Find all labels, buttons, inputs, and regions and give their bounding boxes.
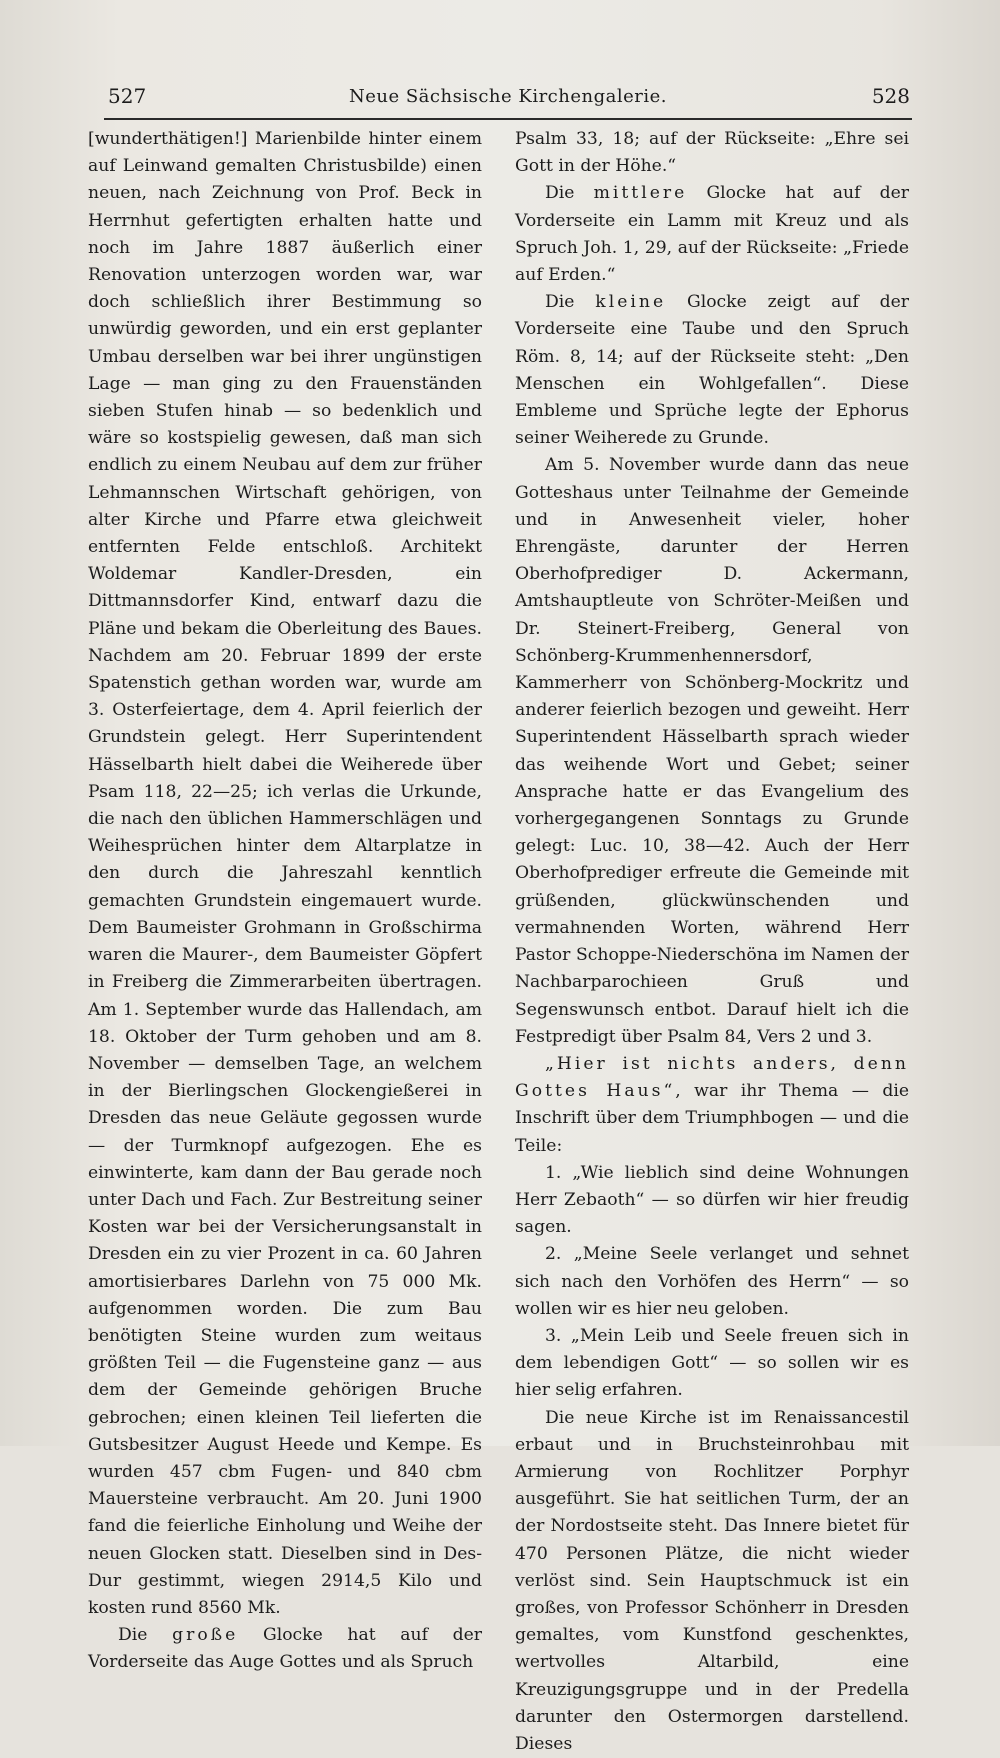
sermon-part: 2. „Meine Seele verlanget und sehnet sich nach den Vorhöfen des Herrn“ — so wollen wir es hier neu geloben. bbox=[515, 1244, 909, 1319]
sermon-theme: „Hier ist nichts anders, denn Gottes Haus“ bbox=[515, 1053, 909, 1102]
paragraph: Die kleine Glocke zeigt auf der Vorderseite eine Taube und den Spruch Röm. 8, 14; auf der Rückseite steht: „Den Menschen ein Wohlgefallen“. Diese Embleme und Sprüche legte der Ephorus seiner Weiherede zu Grunde. bbox=[515, 292, 909, 449]
paragraph: Die mittlere Glocke hat auf der Vorderseite ein Lamm mit Kreuz und als Spruch Joh. 1, 29, auf der Rückseite: „Friede auf Erden.“ bbox=[515, 183, 909, 286]
page-header bbox=[104, 78, 912, 120]
emphasis: mittlere bbox=[593, 183, 688, 204]
right-column bbox=[515, 126, 909, 1758]
page-number-left: 527 bbox=[108, 84, 147, 108]
paragraph: Die neue Kirche ist im Renaissancestil erbaut und in Bruchsteinrohbau mit Armierung von Rochlitzer Porphyr ausgeführt. Sie hat seitlichen Turm, der an der Nordostseite steht. Das Innere bietet für 470 Personen Plätze, die nicht wieder verlöst sind. Sein Hauptschmuck ist ein großes, von Professor Schönherr in Dresden gemaltes, vom Kunstfond geschenktes, wertvolles Altarbild, eine Kreuzigungsgruppe und in der Predella darunter den Ostermorgen darstellend. Dieses bbox=[515, 1407, 909, 1754]
page-number-right: 528 bbox=[871, 84, 910, 108]
sermon-part: 3. „Mein Leib und Seele freuen sich in dem lebendigen Gott“ — so sollen wir es hier selig erfahren. bbox=[515, 1325, 909, 1401]
paragraph: [wunderthätigen!] Marienbilde hinter einem auf Leinwand gemalten Christusbilde) einen neuen, nach Zeichnung von Prof. Beck in Herrnhut gefertigten erhalten hatte und noch im Jahre 1887 äußerlich einer Renovation unterzogen worden war, war doch schließlich ihrer Bestimmung so unwürdig geworden, und ein erst geplanter Umbau derselben war bei ihrer ungünstigen Lage — man ging zu den Frauenständen sieben Stufen hinab — so bedenklich und wäre so kostspielig gewesen, daß man sich endlich zu einem Neubau auf dem zur früher Lehmannschen Wirtschaft gehörigen, von alter Kirche und Pfarre etwa gleichweit entfernten Felde entschloß. Architekt Woldemar Kandler-Dresden, ein Dittmannsdorfer Kind, entwarf dazu die Pläne und bekam die Oberleitung des Baues. Nachdem am 20. Februar 1899 der erste Spatenstich gethan worden war, wurde am 3. Osterfeiertage, dem 4. April feierlich der Grundstein gelegt. Herr Superintendent Hässelbarth hielt dabei die Weiherede über Psam 118, 22—25; ich verlas die Urkunde, die nach den üblichen Hammerschlägen und Weihesprüchen hinter dem Altarplatze in den durch die Jahreszahl kenntlich gemachten Grundstein eingemauert wurde. Dem Baumeister Grohmann in Großschirma waren die Maurer-, dem Baumeister Göpfert in Freiberg die Zimmerarbeiten übertragen. Am 1. September wurde das Hallendach, am 18. Oktober der Turm gehoben und am 8. November — demselben Tage, an welchem in der Bierlingschen Glockengießerei in Dresden das neue Geläute gegossen wurde — der Turmknopf aufgezogen. Ehe es einwinterte, kam dann der Bau gerade noch unter Dach und Fach. Zur Bestreitung seiner Kosten war bei der Versicherungsanstalt in Dresden ein zu vier Prozent in ca. 60 Jahren amortisierbares Darlehn von 75 000 Mk. aufgenommen worden. Die zum Bau benötigten Steine wurden zum weitaus größten Teil — die Fugensteine ganz — aus dem der Gemeinde gehörigen Bruche gebrochen; einen kleinen Teil lieferten die Gutsbesitzer August Heede und Kempe. Es wurden 457 cbm Fugen- und 840 cbm Mauersteine verbraucht. Am 20. Juni 1900 fand die feierliche Einholung und Weihe der neuen Glocken statt. Dieselben sind in Des-Dur gestimmt, wiegen 2914,5 Kilo und kosten rund 8560 Mk. bbox=[88, 129, 482, 1618]
emphasis: große bbox=[172, 1625, 239, 1646]
emphasis: kleine bbox=[595, 292, 667, 313]
paragraph: „Hier ist nichts anders, denn Gottes Haus“, war ihr Thema — die Inschrift über dem Triumphbogen — und die Teile: bbox=[515, 1053, 909, 1156]
running-title: Neue Sächsische Kirchengalerie. bbox=[348, 86, 667, 107]
sermon-part: 1. „Wie lieblich sind deine Wohnungen Herr Zebaoth“ — so dürfen wir hier freudig sagen. bbox=[515, 1162, 909, 1238]
paragraph: Am 5. November wurde dann das neue Gotteshaus unter Teilnahme der Gemeinde und in Anwesenheit vieler, hoher Ehrengäste, darunter der Herren Oberhofprediger D. Ackermann, Amtshauptleute von Schröter-Meißen und Dr. Steinert-Freiberg, General von Schönberg-Krummenhennersdorf, Kammerherr von Schönberg-Mockritz und anderer feierlich bezogen und geweiht. Herr Superintendent Hässelbarth sprach wieder das weihende Wort und Gebet; seiner Ansprache hatte er das Evangelium des vorhergegangenen Sonntags zu Grunde gelegt: Luc. 10, 38—42. Auch der Herr Oberhofprediger erfreute die Gemeinde mit grüßenden, glückwünschenden und vermahnenden Worten, während Herr Pastor Schoppe-Niederschöna im Namen der Nachbarparochieen Gruß und Segenswunsch entbot. Darauf hielt ich die Festpredigt über Psalm 84, Vers 2 und 3. bbox=[515, 455, 909, 1047]
left-column bbox=[88, 126, 482, 1677]
paragraph: Psalm 33, 18; auf der Rückseite: „Ehre sei Gott in der Höhe.“ bbox=[515, 129, 909, 177]
paragraph: Die große Glocke hat auf der Vorderseite das Auge Gottes und als Spruch bbox=[88, 1625, 482, 1673]
